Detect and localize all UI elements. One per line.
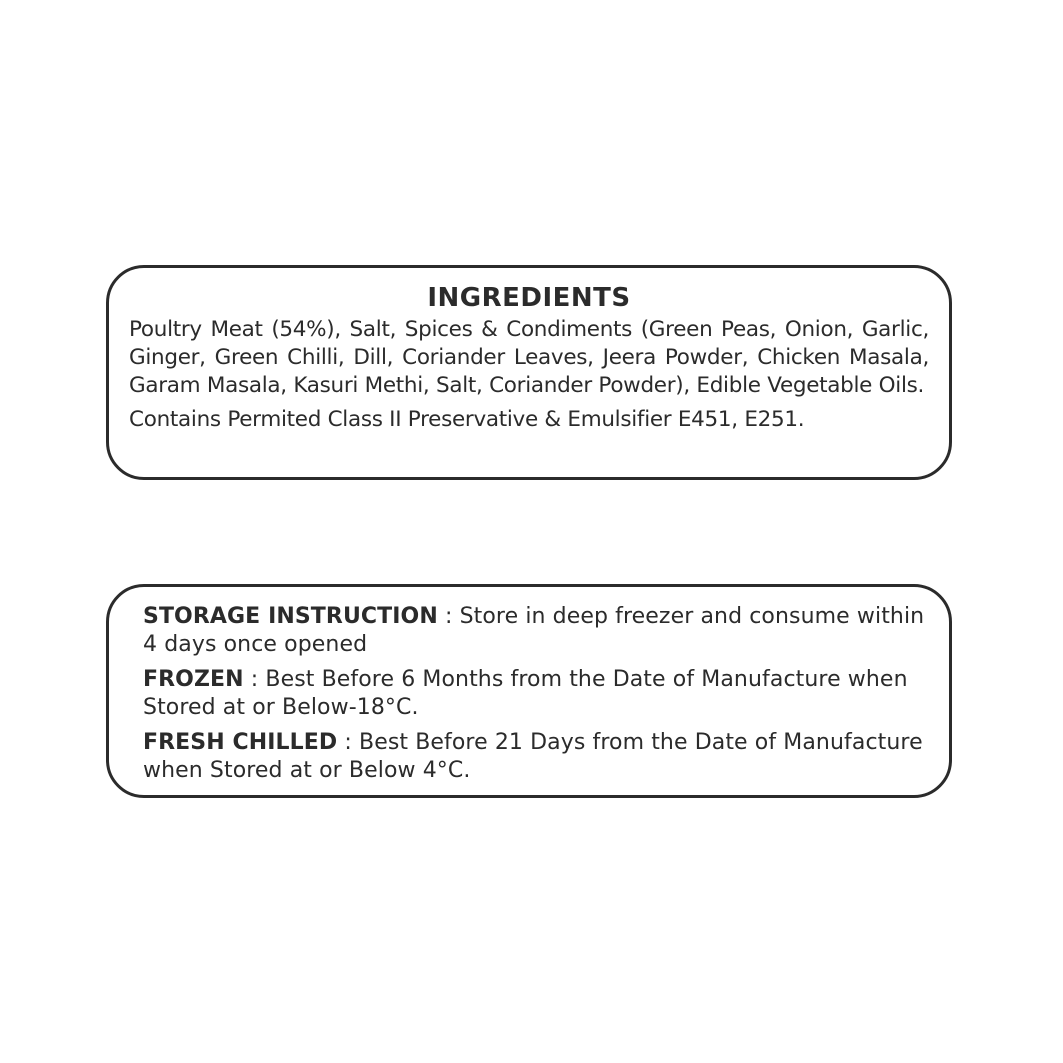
fresh-chilled-label: FRESH CHILLED <box>143 730 338 755</box>
ingredients-list: Poultry Meat (54%), Salt, Spices & Condiments (Green Peas, Onion, Garlic, Ginger, Green Chilli, Dill, Coriander Leaves, Jeera Powder, Chicken Masala, Garam Masala, Kasuri Methi, Salt, Coriander Powder), Edible Vegetable Oils. <box>129 317 929 398</box>
frozen-text: : Best Before 6 Months from the Date of Manufacture when Stored at or Below-18°C. <box>143 667 908 720</box>
frozen-label: FROZEN <box>143 667 244 692</box>
storage-instruction-label: STORAGE INSTRUCTION <box>143 604 438 629</box>
storage-instruction <box>143 603 925 659</box>
fresh-chilled-text: : Best Before 21 Days from the Date of Manufacture when Stored at or Below 4°C. <box>143 730 923 783</box>
preservative-note: Contains Permited Class II Preservative & Emulsifier E451, E251. <box>129 407 805 432</box>
fresh-chilled-info <box>143 729 925 785</box>
ingredients-panel <box>106 265 952 480</box>
frozen-info <box>143 666 925 722</box>
storage-panel <box>106 584 952 798</box>
ingredients-title: INGREDIENTS <box>427 283 631 313</box>
storage-instruction-text: : Store in deep freezer and consume within 4 days once opened <box>143 604 925 657</box>
